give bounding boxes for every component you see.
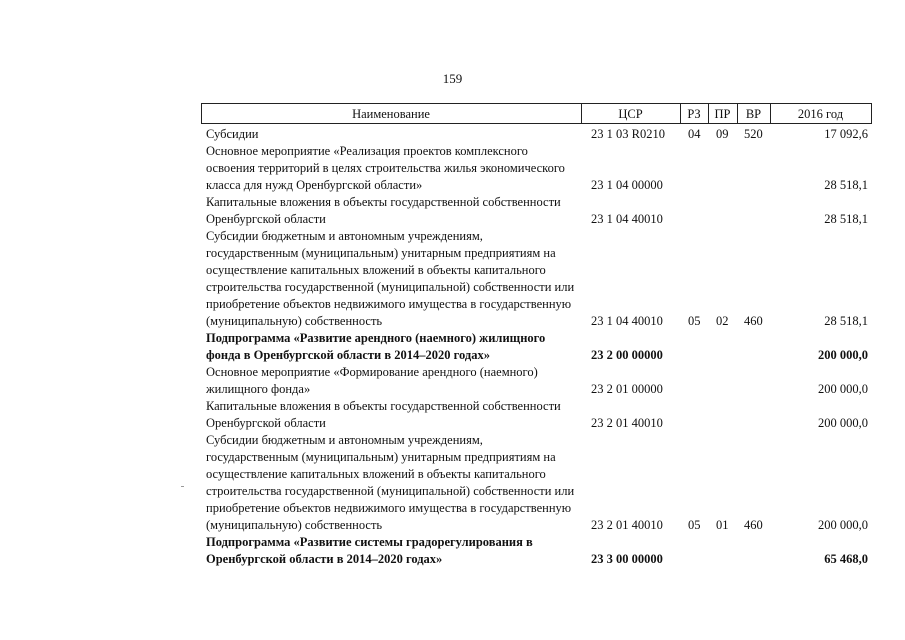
row-name-text: Оренбургской области в 2014–2020 годах» (206, 551, 443, 566)
row-name-text: Оренбургской области (206, 211, 326, 226)
row-amount: 200 000,0 (818, 347, 868, 362)
column-header-vr: ВР (745, 107, 762, 121)
row-csr-code: 23 2 01 40010 (591, 517, 663, 532)
row-name-text: строительства государственной (муниципальной) собственности или (206, 279, 575, 294)
header-top-rule (201, 103, 872, 104)
row-amount: 200 000,0 (818, 415, 868, 430)
row-name-text: Капитальные вложения в объекты государственной собственности (206, 398, 561, 413)
row-vr-code: 460 (744, 517, 763, 532)
row-amount: 28 518,1 (824, 211, 868, 226)
row-csr-code: 23 1 03 R0210 (591, 126, 665, 141)
row-name-text: приобретение объектов недвижимого имущества в государственную (206, 500, 572, 515)
row-name-text: строительства государственной (муниципальной) собственности или (206, 483, 575, 498)
row-amount: 65 468,0 (824, 551, 868, 566)
row-csr-code: 23 1 04 40010 (591, 211, 663, 226)
row-name-text: (муниципальную) собственность (206, 517, 383, 532)
row-name-text: фонда в Оренбургской области в 2014–2020 годах» (206, 347, 490, 362)
row-rz-code: 05 (688, 517, 701, 532)
row-name-text: Основное мероприятие «Формирование арендного (наемного) (206, 364, 538, 379)
column-header-year: 2016 год (797, 107, 844, 121)
header-bottom-rule (201, 123, 872, 124)
row-csr-code: 23 2 01 00000 (591, 381, 663, 396)
page-number: 159 (442, 71, 463, 86)
row-pr-code: 02 (716, 313, 729, 328)
row-name-text: Субсидии бюджетным и автономным учреждениям, (206, 228, 483, 243)
row-rz-code: 05 (688, 313, 701, 328)
row-name-text: приобретение объектов недвижимого имущества в государственную (206, 296, 572, 311)
column-header-pr: ПР (714, 107, 731, 121)
row-pr-code: 01 (716, 517, 729, 532)
row-pr-code: 09 (716, 126, 729, 141)
row-name-text: Подпрограмма «Развитие арендного (наемного) жилищного (206, 330, 546, 345)
row-name-text: осуществление капитальных вложений в объекты капитального (206, 466, 546, 481)
row-name-text: (муниципальную) собственность (206, 313, 383, 328)
row-name-text: Капитальные вложения в объекты государственной собственности (206, 194, 561, 209)
row-name-text: Оренбургской области (206, 415, 326, 430)
row-name-text: Субсидии (206, 126, 259, 141)
row-name-text: Субсидии бюджетным и автономным учреждениям, (206, 432, 483, 447)
column-header-csr: ЦСР (618, 107, 643, 121)
row-name-text: осуществление капитальных вложений в объекты капитального (206, 262, 546, 277)
row-csr-code: 23 2 01 40010 (591, 415, 663, 430)
row-name-text: Подпрограмма «Развитие системы градорегулирования в (206, 534, 533, 549)
table-header (201, 103, 872, 124)
row-amount: 200 000,0 (818, 517, 868, 532)
row-name-text: государственным (муниципальным) унитарным предприятиям на (206, 449, 556, 464)
row-rz-code: 04 (688, 126, 701, 141)
row-name-text: государственным (муниципальным) унитарным предприятиям на (206, 245, 556, 260)
scan-artifact (181, 486, 184, 487)
column-header-name: Наименование (352, 107, 430, 121)
row-csr-code: 23 1 04 40010 (591, 313, 663, 328)
row-vr-code: 520 (744, 126, 763, 141)
column-header-rz: РЗ (687, 107, 701, 121)
row-name-text: класса для нужд Оренбургской области» (206, 177, 423, 192)
row-vr-code: 460 (744, 313, 763, 328)
row-amount: 17 092,6 (824, 126, 868, 141)
row-csr-code: 23 1 04 00000 (591, 177, 663, 192)
row-name-text: Основное мероприятие «Реализация проектов комплексного (206, 143, 528, 158)
row-amount: 28 518,1 (824, 313, 868, 328)
row-name-text: освоения территорий в целях строительства жилья экономического (206, 160, 565, 175)
row-amount: 28 518,1 (824, 177, 868, 192)
row-csr-code: 23 2 00 00000 (591, 347, 663, 362)
row-csr-code: 23 3 00 00000 (591, 551, 663, 566)
row-amount: 200 000,0 (818, 381, 868, 396)
row-name-text: жилищного фонда» (206, 381, 311, 396)
header-divider (871, 103, 872, 124)
